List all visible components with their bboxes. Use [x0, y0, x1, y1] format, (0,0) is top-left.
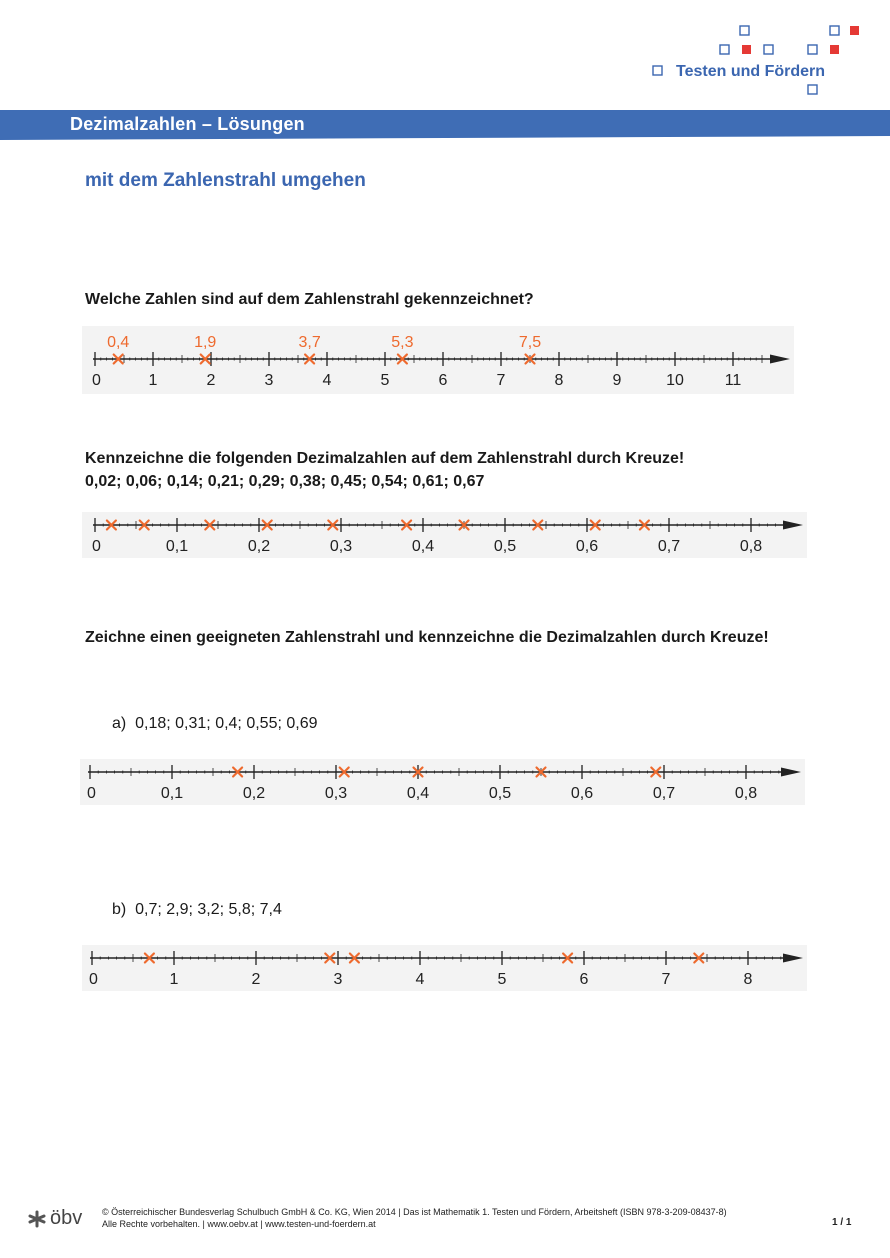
page-title: Dezimalzahlen – Lösungen	[70, 114, 305, 134]
tick-label: 0,7	[657, 538, 681, 555]
tick-label: 3	[333, 971, 343, 988]
tick-label: 11	[724, 372, 742, 389]
task3b-label: b)	[112, 901, 127, 918]
tick-label: 0,4	[406, 785, 430, 802]
answer-label: 1,9	[194, 334, 217, 351]
answer-label: 5,3	[391, 334, 414, 351]
tick-label: 0,1	[165, 538, 189, 555]
tick-label: 4	[415, 971, 425, 988]
line-background	[82, 512, 807, 558]
number-line-task3b	[82, 944, 807, 994]
tick-label: 0,6	[570, 785, 594, 802]
tick-label: 0,1	[160, 785, 184, 802]
number-line-task1	[82, 322, 802, 398]
tick-label: 0,7	[652, 785, 676, 802]
task3a-line	[112, 715, 318, 733]
task3-question: Zeichne einen geeigneten Zahlenstrahl und kennzeichne die Dezimalzahlen durch Kreuze!	[85, 629, 769, 646]
publisher-logo	[28, 1207, 82, 1230]
task3b-line	[112, 901, 282, 919]
tick-label: 1	[169, 971, 179, 988]
line-background	[80, 759, 805, 805]
line-background	[82, 945, 807, 991]
tick-label: 0,5	[493, 538, 517, 555]
answer-label: 3,7	[298, 334, 321, 351]
tick-label: 0	[92, 538, 101, 555]
publisher-logo-text: öbv	[50, 1207, 83, 1229]
answer-label: 7,5	[518, 334, 542, 351]
tick-label: 0	[87, 785, 96, 802]
testen-und-foerdern-logo	[640, 22, 880, 100]
logo-text: Testen und Fördern	[676, 63, 826, 80]
page-number: 1 / 1	[832, 1217, 852, 1228]
tick-label: 5	[380, 372, 390, 389]
tick-label: 0,5	[488, 785, 512, 802]
footer-line1: © Österreichischer Bundesverlag Schulbuch GmbH & Co. KG, Wien 2014 | Das ist Mathematik 1. Testen und Fördern, Arbeitsheft (ISBN 978-3-209-08437-8)	[102, 1207, 727, 1217]
tick-label: 6	[438, 372, 448, 389]
tick-label: 0	[89, 971, 98, 988]
tick-label: 2	[206, 372, 216, 389]
tick-label: 0,6	[575, 538, 599, 555]
tick-label: 5	[497, 971, 507, 988]
number-line-task3a	[80, 756, 805, 806]
tick-label: 0	[92, 372, 101, 389]
task2-instruction: Kennzeichne die folgenden Dezimalzahlen auf dem Zahlenstrahl durch Kreuze!	[85, 450, 685, 467]
tick-label: 0,3	[324, 785, 348, 802]
footer-line2: Alle Rechte vorbehalten. | www.oebv.at | www.testen-und-foerdern.at	[102, 1219, 376, 1229]
publisher-star-icon	[28, 1210, 46, 1228]
tick-label: 0,2	[247, 538, 271, 555]
tick-label: 6	[579, 971, 589, 988]
tick-label: 0,4	[411, 538, 435, 555]
tick-label: 7	[496, 372, 506, 389]
task1-question: Welche Zahlen sind auf dem Zahlenstrahl gekennzeichnet?	[85, 291, 534, 308]
tick-label: 0,3	[329, 538, 353, 555]
task3a-label: a)	[112, 715, 127, 732]
tick-label: 2	[251, 971, 261, 988]
task3b-numbers: 0,7; 2,9; 3,2; 5,8; 7,4	[135, 901, 282, 918]
tick-label: 1	[148, 372, 158, 389]
tick-label: 8	[743, 971, 753, 988]
logo-squares-icon	[653, 26, 839, 94]
tick-label: 4	[322, 372, 332, 389]
tick-label: 0,2	[242, 785, 266, 802]
tick-label: 0,8	[739, 538, 763, 555]
tick-label: 9	[612, 372, 622, 389]
answer-label: 0,4	[107, 334, 130, 351]
number-line-task2	[82, 510, 807, 560]
task2-numbers: 0,02; 0,06; 0,14; 0,21; 0,29; 0,38; 0,45; 0,54; 0,61; 0,67	[85, 473, 485, 490]
task2-question	[85, 447, 805, 493]
tick-label: 7	[661, 971, 671, 988]
task3a-numbers: 0,18; 0,31; 0,4; 0,55; 0,69	[135, 715, 318, 732]
footer-copyright	[102, 1206, 727, 1230]
tick-label: 3	[264, 372, 274, 389]
page-subtitle: mit dem Zahlenstrahl umgehen	[85, 170, 366, 191]
tick-label: 0,8	[734, 785, 758, 802]
tick-label: 10	[666, 372, 684, 389]
tick-label: 8	[554, 372, 564, 389]
